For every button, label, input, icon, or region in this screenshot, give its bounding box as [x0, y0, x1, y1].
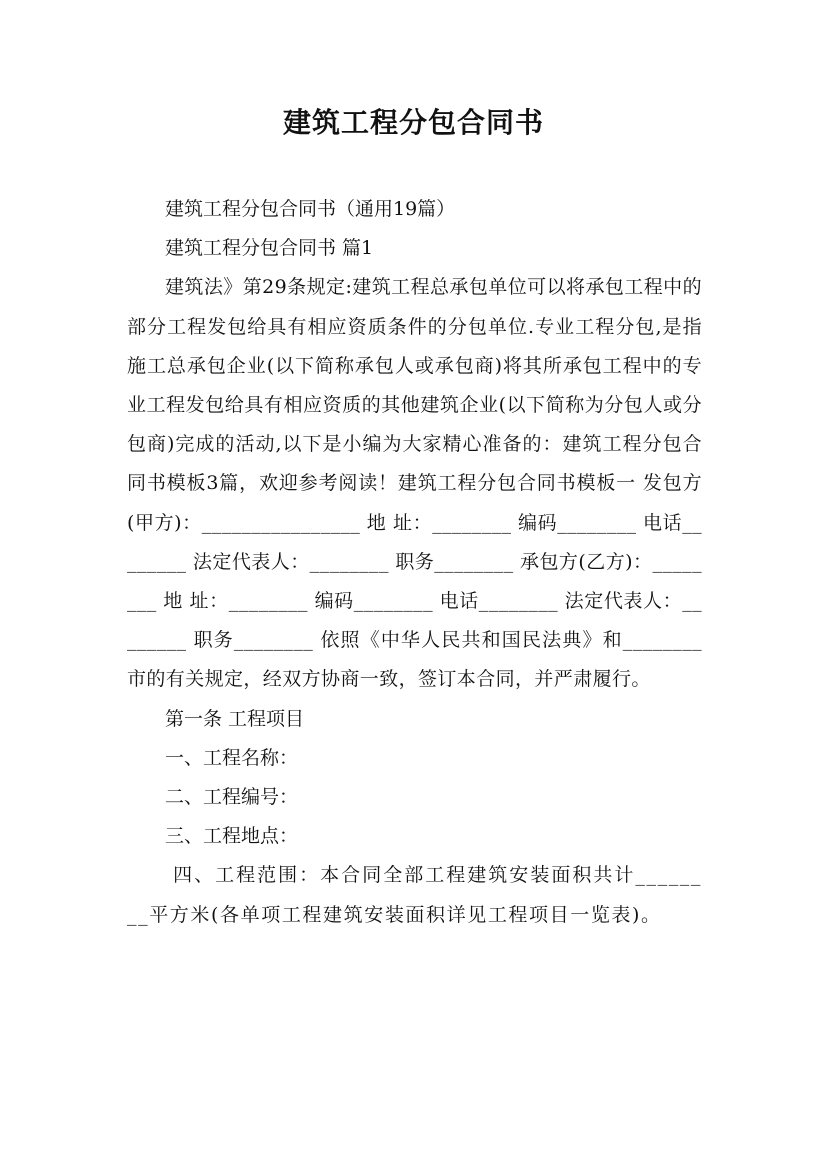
paragraph-project-number: 二、工程编号：	[165, 786, 299, 809]
paragraph-project-scope: 四、工程范围：本合同全部工程建筑安装面积共计________平方米(各单项工程建筑安装面积详见工程项目一览表)。	[127, 864, 702, 926]
paragraph-section-heading: 建筑工程分包合同书 篇1	[165, 237, 374, 260]
paragraph-subtitle: 建筑工程分包合同书（通用19篇）	[165, 198, 456, 220]
paragraph-introduction: 建筑法》第29条规定:建筑工程总承包单位可以将承包工程中的部分工程发包给具有相应资质条件的分包单位.专业工程分包,是指施工总承包企业(以下简称承包人或承包商)将其所承包工程中的专业工程发包给具有相应资质的其他建筑企业(以下简称为分包人或分包商)完成的活动,以下是小编为大家精心准备的：建筑工程分包合同书模板3篇，欢迎参考阅读！建筑工程分包合同书模板一 发包方(甲方)：________________ 地 址：________ 编码________ 电话________ 法定代表人：________ 职务________ 承包方(乙方)：________ 地 址：________ 编码________ 电话________ 法定代表人：________ 职务________ 依照《中华人民共和国民法典》和________市的有关规定，经双方协商一致，签订本合同，并严肃履行。	[127, 276, 702, 691]
paragraph-article-1-heading: 第一条 工程项目	[165, 707, 305, 730]
document-body	[127, 190, 702, 935]
document-title: 建筑工程分包合同书	[282, 106, 544, 139]
paragraph-project-name: 一、工程名称：	[165, 746, 299, 769]
paragraph-project-location: 三、工程地点：	[165, 825, 299, 848]
